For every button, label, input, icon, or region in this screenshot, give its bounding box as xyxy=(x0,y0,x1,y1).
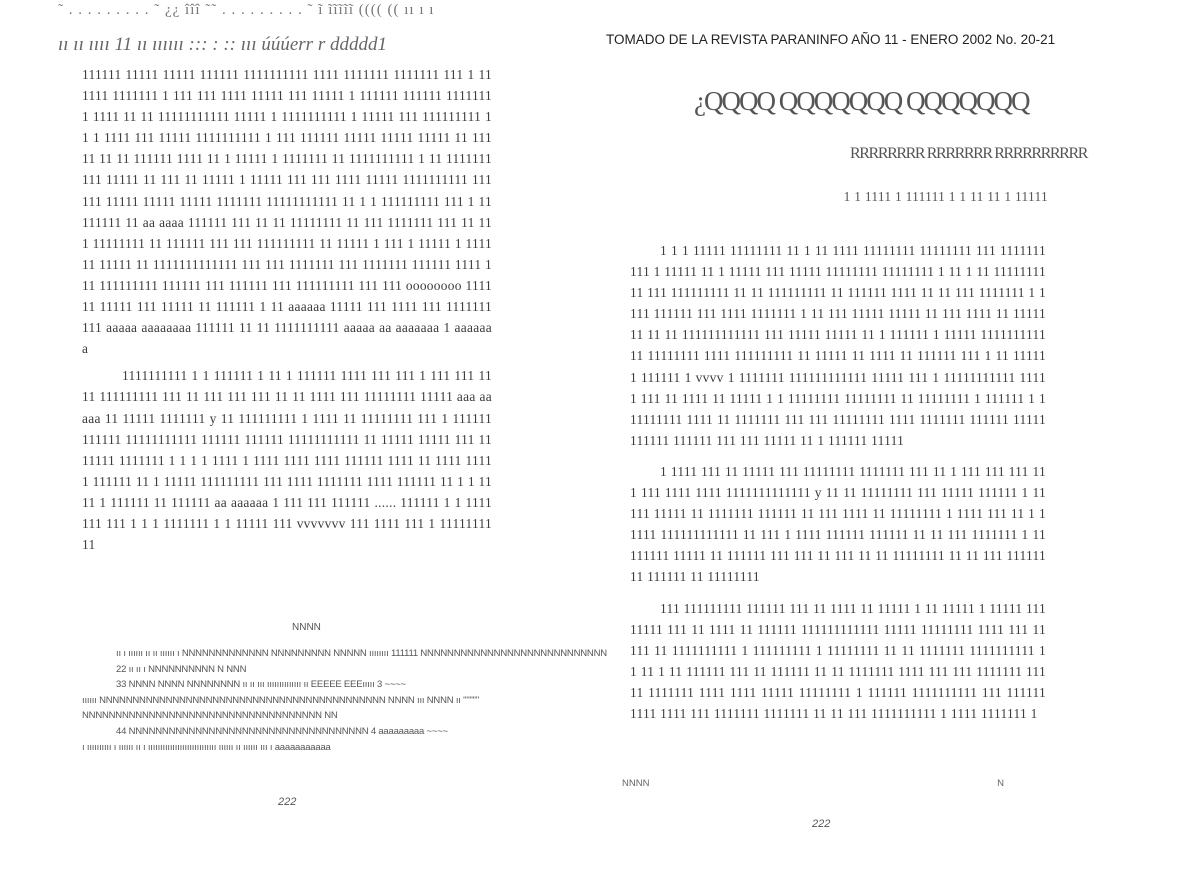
footer-mark-left: NNNN xyxy=(622,778,650,789)
left-paragraph-2: 1111111111 1 1 111111 1 11 1 111111 1111 111 111 1 111 111 1111 111111111 111 11 111 111 111 11 11 1111 111 11111111 11111 aaa aaaaa 11 11111 1111111 y 11 111111111 1 1111 11 11111111 111 1 111111 111111 11111111111 111111 111111 11111111111 11 11111 11111 111 1111111 1111111 1 1 1 1 1111 1 1111 1111 1111 111111 1111 11 1111 11111 111111 11 1 11111 111111111 111 1111 1111111 1111 111111 11 1 1 1111 1 111111 11 111111 aa aaaaaa 1 111 111 111111 ...... 111111 1 1 1111111 111 1 1 1 1111111 1 1 11111 111 vvvvvvv 111 1111 111 1 1111111111 xyxy=(82,368,492,553)
left-body-text xyxy=(82,64,492,561)
footer-mark-right: N xyxy=(997,778,1004,789)
footnote-line: ı ıııııııııı ı ıııııı ıı ı ıııııııııııııııııııııııııııı ıııııı ıı ıııııı ııı ı aaaaaaaaaaa xyxy=(82,741,331,753)
article-title: ¿QQQQ QQQQQQQ QQQQQQQ xyxy=(694,86,1029,116)
right-page xyxy=(600,0,1200,872)
article-byline: 1 1 1111 1 111111 1 1 11 11 1 11111 xyxy=(843,189,1048,204)
right-body-text xyxy=(630,240,1046,734)
footnote-line: 44 NNNNNNNNNNNNNNNNNNNNNNNNNNNNNNNNNNNN 4 aaaaaaaaa ~~~~ xyxy=(116,725,448,737)
garbled-heading-line-1: ˜ . . . . . . . . . ˜ ¿¿ îîî ˜˜ . . . . . . . . . ˜ ĩ ĩĩĩĩĩ (((( (( ıı ı ı xyxy=(58,2,435,18)
footnote-line: NNNNNNNNNNNNNNNNNNNNNNNNNNNNNNNNNNNN NN xyxy=(82,710,338,722)
right-page-number: 222 xyxy=(812,818,831,830)
footnote-line: ıı ı ıııııı ıı ıı ıııııı ı NNNNNNNNNNNNN NNNNNNNNN NNNNN ıııııııı 111111 NNNNNNNNNNNNNNNNNNNNNNNNNNNN xyxy=(116,648,607,659)
article-subtitle: RRRRRRRR RRRRRRR RRRRRRRRRR xyxy=(850,145,1087,162)
footnote-line: ıııııı NNNNNNNNNNNNNNNNNNNNNNNNNNNNNNNNNNNNNNNNNNN NNNN ııı NNNN ıı """"" xyxy=(82,694,480,706)
footnotes xyxy=(82,646,607,755)
right-footer-marks xyxy=(622,778,1004,789)
right-paragraph-2: 1 1111 111 11 11111 111 11111111 1111111 111 11 1 111 111 111 111 111 1111 1111 1111111111111 y 11 11 11111111 111 11111 111111 1 11111 11111 11 1111111 111111 11 111 1111 11 11111111 1 1111 111 11 1 11111 111111111111 11 111 1 1111 111111 111111 11 11 111 1111111 1 11 111111 11111 11 111111 111 111 11 111 11 11 11111111 11 11 111 111111 11 111111 11 11111111 xyxy=(630,463,1046,585)
left-paragraph-1: 111111 11111 11111 111111 1111111111 1111 1111111 1111111 111 1 111111 1111111 1 111 111 1111 11111 111 11111 1 111111 111111 11111111 1111 11 11 11111111111 11111 1 1111111111 1 11111 111 111111111 11 1 1111 111 11111 1111111111 1 111 111111 11111 11111 11111 11 11111 11 11 111111 1111 11 1 11111 1 1111111 11 1111111111 1 11 1111111 111 11111 11 111 11 11111 1 11111 111 111 1111 11111 1111111111 111 111 11111 11111 11111 1111111 11111111111 11 1 1 111111111 111 1 11 111111 11 aa aaaa 111111 111 11 11 11111111 11 111 1111111 111 11 111 11111111 11 111111 111 111 111111111 11 11111 1 111 1 11111 1 111111 11111 11 1111111111111 111 111 1111111 111 1111111 111111 1111 111 111111111 111111 111 111111 111 111111111 111 111 oooooooo 1111 11 11111 111 11111 11 111111 1 11 aaaaaa 11111 111 1111 111 1111111 111 aaaaa aaaaaaaa 111111 11 11 1111111111 aaaaa aa aaaaaaa 1 aaaaaaa xyxy=(82,67,492,357)
section-mark: NNNN xyxy=(292,622,321,633)
right-paragraph-1: 1 1 1 11111 11111111 11 1 11 1111 11111111 11111111 111 1111111111 1 11111 11 1 11111 111 11111 11111111 11111111 1 11 1 11 1111111111 111 111111111 11 11 111111111 11 111111 1111 11 11 111 1111111 1 1111 111111 111 1111 1111111 1 11 111 11111 11111 11 111 1111 11 1111111 11 11 111111111111 111 11111 11111 11 1 111111 1 11111 111111111111 11111111 1111 111111111 11 11111 11 1111 11 111111 111 1 11 111111 111111 1 vvvv 1 1111111 111111111111 11111 111 1 11111111111 11111 111 11 1111 11 11111 1 1 11111111 11111111 11 11111111 1 111111 1 1 11111111 1111 11 1111111 111 111 11111111 1111 1111111 111111 11111 111111 111111 111 111 11111 11 1 111111 11111 xyxy=(630,243,1046,448)
left-page-number: 222 xyxy=(278,796,297,808)
footnote-line: 22 ıı ıı ı NNNNNNNNNN N NNN xyxy=(116,663,247,675)
footnote-line: 33 NNNN NNNN NNNNNNNN ıı ıı ııı ıııııııııııııı ıı EEEEE EEEııııı 3 ~~~~ xyxy=(116,679,406,691)
garbled-heading-line-2: ıı ıı ıııı 11 ıı ıııııı ::: : :: ııı úúúerr r ddddd1 xyxy=(58,34,387,55)
running-header: TOMADO DE LA REVISTA PARANINFO AÑO 11 - ENERO 2002 No. 20-21 xyxy=(606,32,1056,47)
right-paragraph-3: 111 111111111 111111 111 11 1111 11 11111 1 11 11111 1 11111 11111111 111 11 1111 11 111111 111111111111 11111 11111111 1111 111 11111 11 1111111111 1 111111111 1 11111111 11 11 1111111 1111111111 11 11 1 11 111111 111 11 111111 11 11 1111111 1111 111 111 1111111 11111 1111111 1111 1111 11111 11111111 1 111111 1111111111 111 111111 1111 1111 111 1111111 1111111 11 11 111 1111111111 1 1111 1111111 1 xyxy=(630,600,1046,721)
